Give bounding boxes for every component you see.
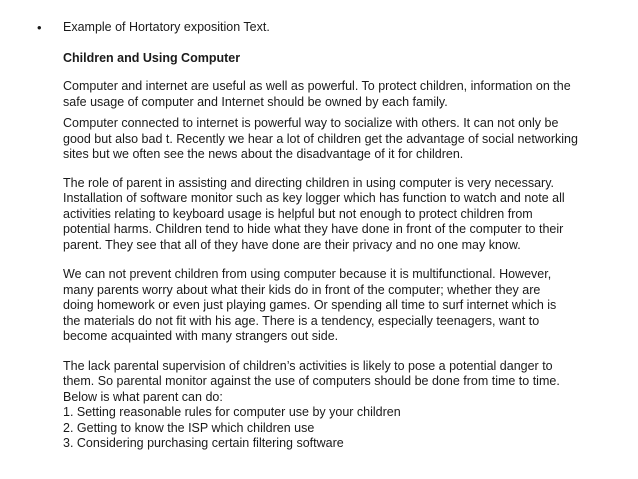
text-line: sites but we often see the news about the disadvantage of it for children. [63, 147, 464, 161]
text-line: The role of parent in assisting and directing children in using computer is very necessary. [63, 175, 554, 190]
text-line: We can not prevent children from using computer because it is multifunctional. However, [63, 267, 552, 281]
text-line: Below is what parent can do: [63, 389, 223, 404]
slide-content [63, 20, 615, 452]
text-line: Installation of software monitor such as key logger which has function to watch and note all [63, 191, 565, 205]
text-line: parent. They see that all of they have done are their privacy and no one may know. [63, 237, 521, 252]
paragraph-4 [63, 267, 615, 345]
text-line: become acquainted with many strangers out side. [63, 329, 339, 343]
paragraph-2 [63, 116, 615, 163]
bullet-icon: • [37, 20, 42, 35]
intro-line: Example of Hortatory exposition Text. [63, 20, 270, 34]
text-line: the materials do not fit with his age. There is a tendency, especially teenagers, want to [63, 313, 540, 328]
text-title: Children and Using Computer [63, 50, 241, 65]
text-line: potential harms. Children tend to hide what they have done in front of the computer to their [63, 222, 564, 236]
text-line: them. So parental monitor against the use of computers should be done from time to time. [63, 374, 560, 388]
paragraph-3 [63, 176, 615, 254]
text-line: activities relating to keyboard usage is helpful but not enough to protect children from [63, 206, 533, 221]
list-item: 2. Getting to know the ISP which children use [63, 420, 315, 435]
text-line: Computer connected to internet is powerful way to socialize with others. It can not only be [63, 116, 559, 130]
text-line: many parents worry about what their kids do in front of the computer; whether they are [63, 282, 541, 297]
text-line: doing homework or even just playing games. Or spending all time to surf internet which is [63, 298, 557, 312]
list-item: 3. Considering purchasing certain filtering software [63, 436, 344, 450]
text-line: The lack parental supervision of children’s activities is likely to pose a potential danger to [63, 358, 553, 373]
text-line: safe usage of computer and Internet should be owned by each family. [63, 94, 448, 109]
text-line: Computer and internet are useful as well as powerful. To protect children, information on the [63, 79, 571, 93]
list-item: 1. Setting reasonable rules for computer use by your children [63, 405, 401, 419]
paragraph-5 [63, 359, 615, 452]
paragraph-1 [63, 79, 615, 110]
text-line: good but also bad t. Recently we hear a lot of children get the advantage of social networking [63, 131, 578, 146]
